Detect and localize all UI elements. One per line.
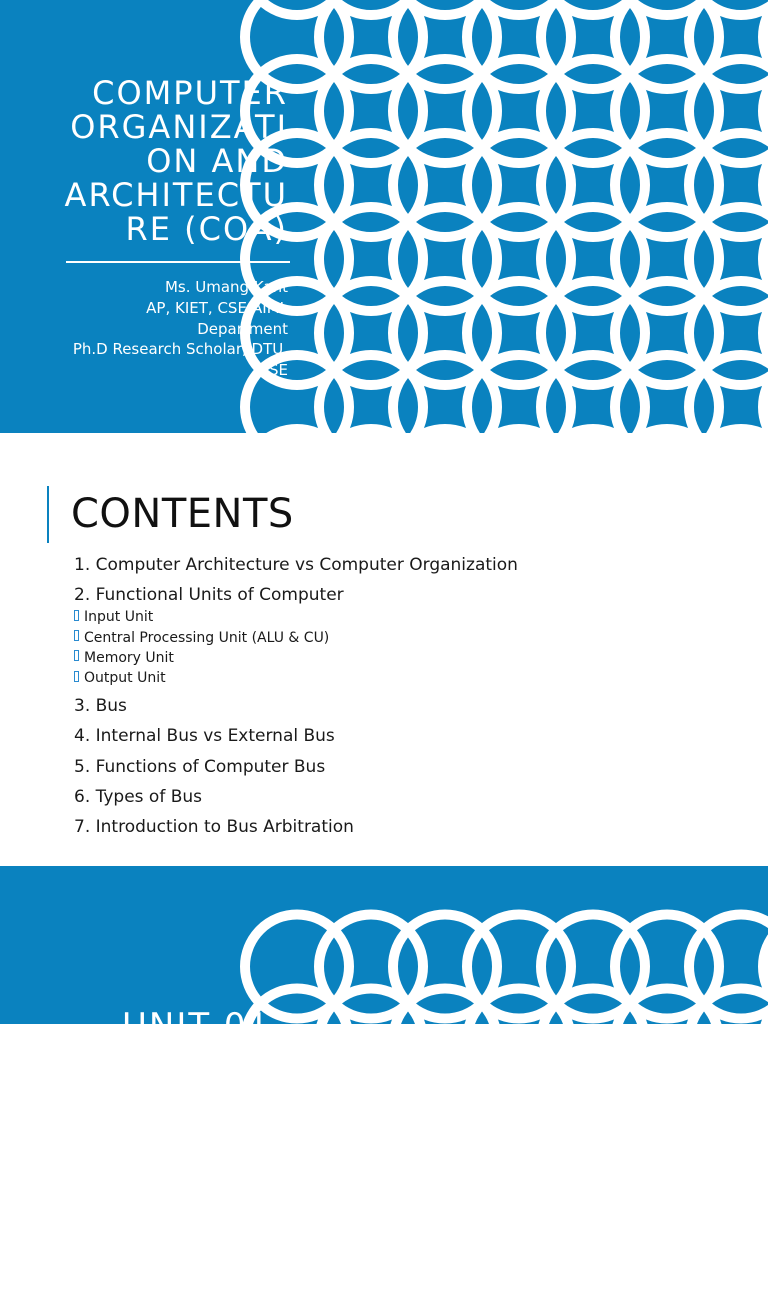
- bullet-icon: [74, 630, 79, 641]
- presenter-line: CSE: [30, 360, 288, 381]
- lattice-circle: [763, 281, 768, 385]
- contents-heading: CONTENTS: [71, 489, 294, 539]
- sub-list-item: [74, 648, 734, 668]
- sub-list-item: [74, 668, 734, 688]
- lattice-circle: [763, 133, 768, 237]
- contents-list: [74, 553, 734, 846]
- unit-slide: [0, 866, 768, 1024]
- title-slide: [0, 0, 768, 433]
- title-line: ORGANIZATI: [30, 110, 288, 144]
- list-item: 7. Introduction to Bus Arbitration: [74, 815, 734, 845]
- list-item: 1. Computer Architecture vs Computer Organization: [74, 553, 734, 583]
- title-line: ON AND: [30, 144, 288, 178]
- list-item: 2. Functional Units of Computer: [74, 583, 734, 607]
- list-item: 4. Internal Bus vs External Bus: [74, 724, 734, 754]
- lattice-circle: [763, 1063, 768, 1167]
- list-item: 5. Functions of Computer Bus: [74, 755, 734, 785]
- presenter-line: Department: [30, 319, 288, 340]
- title-line: RE (COA): [30, 212, 288, 246]
- sub-list-item-label: Input Unit: [84, 607, 153, 627]
- circle-lattice-pattern: [334, 0, 768, 433]
- presenter-info: [30, 277, 288, 381]
- sub-list-item-label: Output Unit: [84, 668, 166, 688]
- lattice-circle: [763, 915, 768, 1019]
- bullet-icon: [74, 671, 79, 682]
- list-item: 3. Bus: [74, 694, 734, 724]
- lattice-circle: [763, 1137, 768, 1241]
- lattice-circle: [763, 989, 768, 1093]
- list-item: 6. Types of Bus: [74, 785, 734, 815]
- lattice-circle: [763, 1211, 768, 1299]
- presenter-line: AP, KIET, CSE-AIML: [30, 298, 288, 319]
- presenter-line: Ph.D Research Scholar, DTU,: [30, 339, 288, 360]
- circle-lattice-pattern: [334, 866, 768, 1299]
- bullet-icon: [74, 650, 79, 661]
- title-divider: [66, 261, 290, 263]
- sub-list-item-label: Central Processing Unit (ALU & CU): [84, 628, 329, 648]
- unit-title: UNIT 01: [122, 1006, 271, 1046]
- presentation-title: [30, 76, 288, 246]
- lattice-circle: [763, 59, 768, 163]
- title-accent-bar: [47, 486, 49, 543]
- sub-list: [74, 607, 734, 688]
- title-line: COMPUTER: [30, 76, 288, 110]
- sub-list-item-label: Memory Unit: [84, 648, 174, 668]
- sub-list-item: [74, 607, 734, 627]
- lattice-circle: [689, 1211, 768, 1299]
- presenter-name: Ms. Umang Kant: [30, 277, 288, 298]
- sub-list-item: [74, 628, 734, 648]
- lattice-circle: [763, 207, 768, 311]
- contents-slide: [0, 433, 768, 866]
- bullet-icon: [74, 610, 79, 621]
- title-line: ARCHITECTU: [30, 178, 288, 212]
- lattice-circle: [763, 0, 768, 89]
